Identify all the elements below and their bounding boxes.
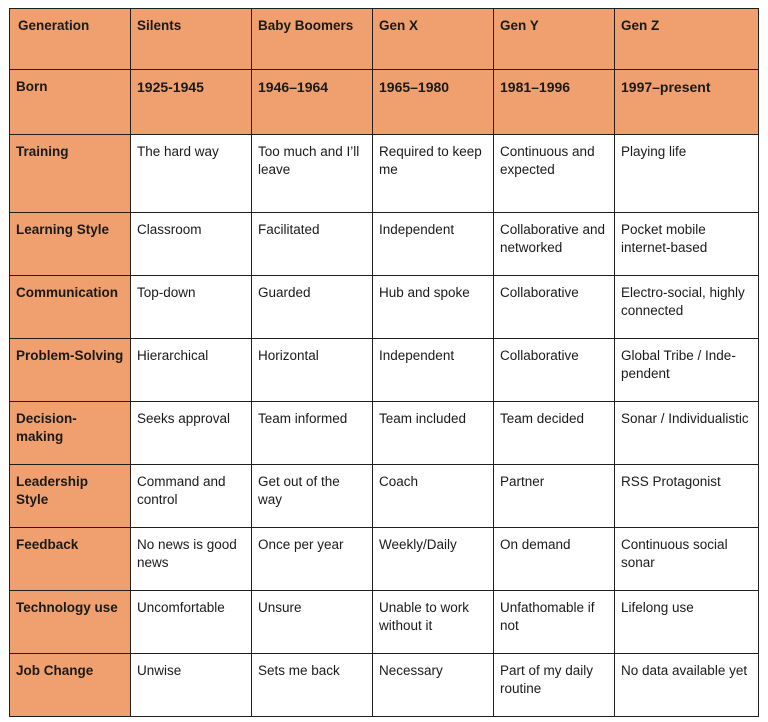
table-cell: Independent xyxy=(373,213,494,276)
table-cell: Continuous social sonar xyxy=(615,528,759,591)
table-cell: No data available yet xyxy=(615,654,759,717)
table-row xyxy=(10,276,759,339)
table-cell: Collaborative xyxy=(494,339,615,402)
table-cell: Weekly/Daily xyxy=(373,528,494,591)
row-label-training: Training xyxy=(10,135,131,213)
born-gen-x: 1965–1980 xyxy=(373,70,494,135)
born-silents: 1925-1945 xyxy=(131,70,252,135)
table-cell: Get out of the way xyxy=(252,465,373,528)
row-label-born: Born xyxy=(10,70,131,135)
header-corner: Generation xyxy=(10,9,131,70)
table-cell: Pocket mobile internet-based xyxy=(615,213,759,276)
table-cell: RSS Protagonist xyxy=(615,465,759,528)
table-cell: No news is good news xyxy=(131,528,252,591)
table-cell: Partner xyxy=(494,465,615,528)
table-cell: Playing life xyxy=(615,135,759,213)
table-cell: Horizontal xyxy=(252,339,373,402)
table-cell: Independent xyxy=(373,339,494,402)
table-row xyxy=(10,135,759,213)
table-cell: The hard way xyxy=(131,135,252,213)
table-cell: Required to keep me xyxy=(373,135,494,213)
table-cell: Guarded xyxy=(252,276,373,339)
table-row xyxy=(10,654,759,717)
header-silents: Silents xyxy=(131,9,252,70)
table-cell: Collaborative xyxy=(494,276,615,339)
row-label-learning-style: Learning Style xyxy=(10,213,131,276)
table-cell: Uncomfortable xyxy=(131,591,252,654)
table-cell: Seeks approval xyxy=(131,402,252,465)
header-gen-z: Gen Z xyxy=(615,9,759,70)
table-row xyxy=(10,528,759,591)
generations-table xyxy=(9,8,759,717)
table-row xyxy=(10,339,759,402)
table-cell: Continuous and expected xyxy=(494,135,615,213)
table-cell: Electro-social, highly connected xyxy=(615,276,759,339)
table-cell: Hub and spoke xyxy=(373,276,494,339)
table-cell: Unsure xyxy=(252,591,373,654)
header-row xyxy=(10,9,759,70)
born-gen-y: 1981–1996 xyxy=(494,70,615,135)
table-row xyxy=(10,213,759,276)
table-cell: Part of my daily routine xyxy=(494,654,615,717)
table-cell: Coach xyxy=(373,465,494,528)
table-cell: On demand xyxy=(494,528,615,591)
table-cell: Unable to work without it xyxy=(373,591,494,654)
table-cell: Too much and I’ll leave xyxy=(252,135,373,213)
table-cell: Classroom xyxy=(131,213,252,276)
table-cell: Collaborative and networked xyxy=(494,213,615,276)
header-baby-boomers: Baby Boomers xyxy=(252,9,373,70)
table-cell: Facilitated xyxy=(252,213,373,276)
row-label-communication: Communication xyxy=(10,276,131,339)
row-label-technology-use: Technology use xyxy=(10,591,131,654)
table-cell: Once per year xyxy=(252,528,373,591)
row-label-feedback: Feedback xyxy=(10,528,131,591)
born-row xyxy=(10,70,759,135)
header-gen-y: Gen Y xyxy=(494,9,615,70)
table-cell: Team decided xyxy=(494,402,615,465)
row-label-leadership-style: Leadership Style xyxy=(10,465,131,528)
born-gen-z: 1997–present xyxy=(615,70,759,135)
table-cell: Team included xyxy=(373,402,494,465)
table-cell: Sonar / Individualistic xyxy=(615,402,759,465)
table-cell: Hierarchical xyxy=(131,339,252,402)
table-cell: Unfathomable if not xyxy=(494,591,615,654)
row-label-decision-making: Decision-making xyxy=(10,402,131,465)
table-cell: Global Tribe / Inde-pendent xyxy=(615,339,759,402)
table-cell: Sets me back xyxy=(252,654,373,717)
table-cell: Command and control xyxy=(131,465,252,528)
table-cell: Lifelong use xyxy=(615,591,759,654)
header-gen-x: Gen X xyxy=(373,9,494,70)
table-cell: Necessary xyxy=(373,654,494,717)
born-baby-boomers: 1946–1964 xyxy=(252,70,373,135)
table-cell: Team informed xyxy=(252,402,373,465)
row-label-job-change: Job Change xyxy=(10,654,131,717)
table-cell: Unwise xyxy=(131,654,252,717)
table-row xyxy=(10,402,759,465)
table-cell: Top-down xyxy=(131,276,252,339)
row-label-problem-solving: Problem-Solving xyxy=(10,339,131,402)
table-row xyxy=(10,465,759,528)
table-row xyxy=(10,591,759,654)
